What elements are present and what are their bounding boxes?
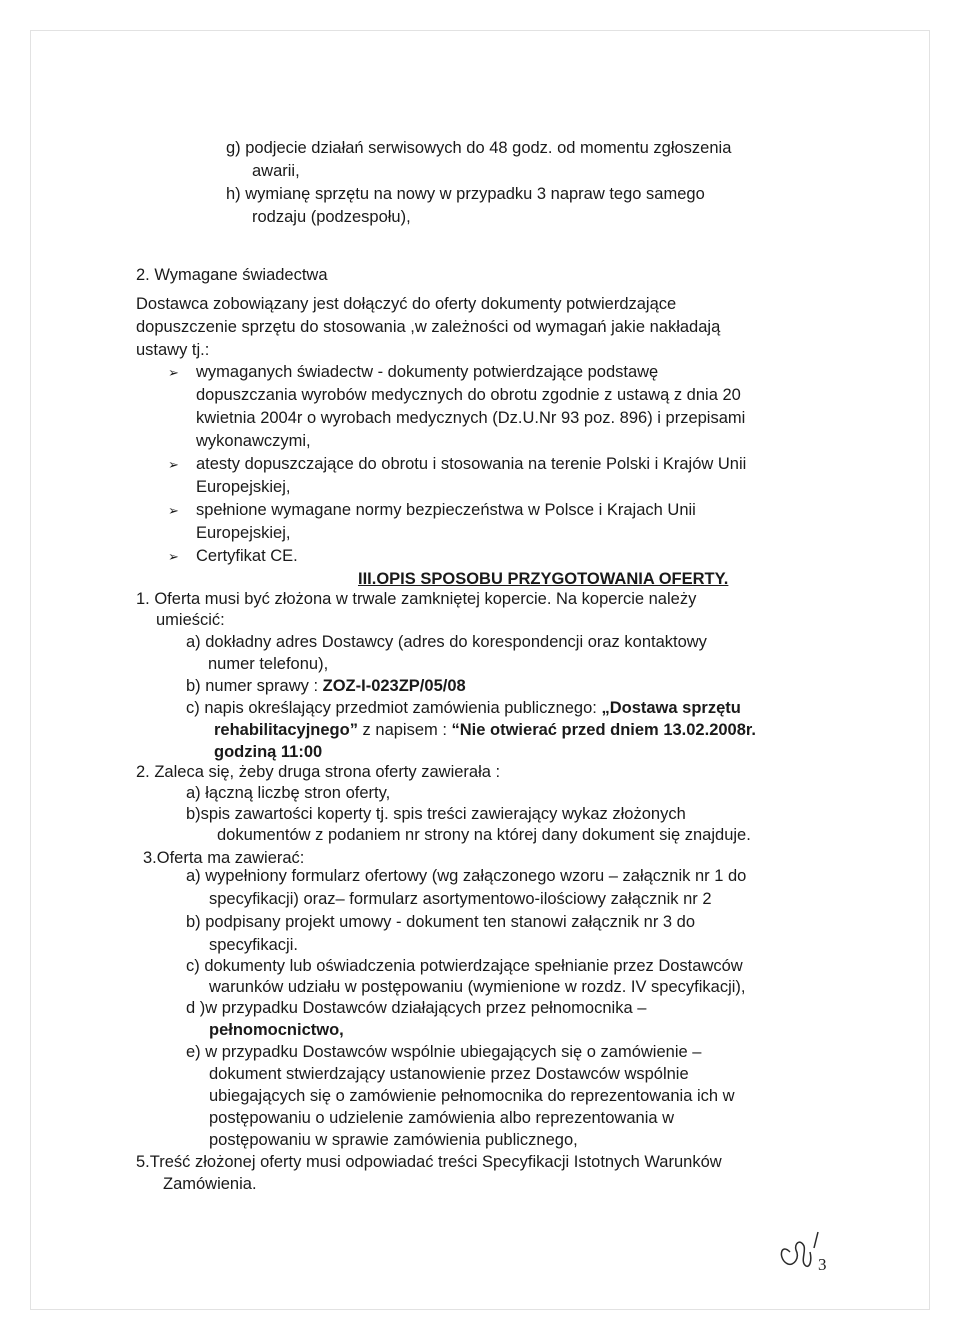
offer-point-3e: e) w przypadku Dostawców wspólnie ubiegających się o zamówienie – — [186, 1043, 702, 1061]
bullet-3-text: spełnione wymagane normy bezpieczeństwa w Polsce i Krajach Unii — [196, 501, 696, 519]
arrow-bullet-icon: ➢ — [168, 365, 179, 380]
service-item-g-cont: awarii, — [252, 162, 300, 180]
service-item-g: g) podjecie działań serwisowych do 48 godz. od momentu zgłoszenia — [226, 139, 732, 157]
offer-point-3b: b) podpisany projekt umowy - dokument ten stanowi załącznik nr 3 do — [186, 913, 696, 931]
offer-point-2a: a) łączną liczbę stron oferty, — [186, 784, 391, 802]
bullet-3-line-2: Europejskiej, — [196, 524, 291, 542]
offer-point-1c-cont — [214, 720, 756, 740]
bullet-2-line-2: Europejskiej, — [196, 478, 291, 496]
offer-point-3b-cont: specyfikacji. — [209, 936, 298, 954]
power-of-attorney: pełnomocnictwo, — [209, 1021, 344, 1039]
offer-point-3e-cont-2: ubiegających się o zamówienie pełnomocnika do reprezentowania ich w — [209, 1087, 735, 1105]
service-item-h: h) wymianę sprzętu na nowy w przypadku 3 napraw tego samego — [226, 185, 705, 203]
offer-point-3e-cont-3: postępowaniu o udzielenie zamówienia albo reprezentowania w — [209, 1109, 675, 1127]
case-number-label: b) numer sprawy : — [186, 677, 323, 695]
offer-point-3e-cont-1: dokument stwierdzający ustanowienie przez Dostawców wspólnie — [209, 1065, 689, 1083]
bullet-4-text: Certyfikat CE. — [196, 547, 298, 565]
opening-hour: godziną 11:00 — [214, 743, 323, 761]
offer-point-1a-cont: numer telefonu), — [208, 655, 329, 673]
offer-point-2b: b)spis zawartości koperty tj. spis treści zawierający wykaz złożonych — [186, 805, 686, 823]
do-not-open-text: “Nie otwierać przed dniem 13.02.2008r. — [451, 721, 756, 739]
offer-point-3c: c) dokumenty lub oświadczenia potwierdzające spełnianie przez Dostawców — [186, 957, 743, 975]
certificates-title: 2. Wymagane świadectwa — [136, 266, 328, 284]
certificates-para-1: Dostawca zobowiązany jest dołączyć do oferty dokumenty potwierdzające — [136, 295, 677, 313]
section-heading: III.OPIS SPOSOBU PRZYGOTOWANIA OFERTY. — [358, 570, 729, 588]
offer-point-3e-cont-4: postępowaniu w sprawie zamówienia publicznego, — [209, 1131, 578, 1149]
arrow-bullet-icon: ➢ — [168, 503, 179, 518]
contract-title: „Dostawa sprzętu — [601, 699, 741, 717]
offer-point-1: 1. Oferta musi być złożona w trwale zamkniętej kopercie. Na kopercie należy — [136, 590, 697, 608]
offer-point-3: 3.Oferta ma zawierać: — [143, 849, 305, 867]
arrow-bullet-icon: ➢ — [168, 457, 179, 472]
bullet-3-line-1 — [168, 500, 696, 521]
certificates-para-3: ustawy tj.: — [136, 341, 210, 359]
bullet-2-text: atesty dopuszczające do obrotu i stosowania na terenie Polski i Krajów Unii — [196, 455, 747, 473]
offer-point-3c-cont: warunków udziału w postępowaniu (wymienione w rozdz. IV specyfikacji), — [209, 978, 746, 996]
bullet-1-text: wymaganych świadectw - dokumenty potwierdzające podstawę — [196, 363, 659, 381]
contract-title-cont: rehabilitacyjnego” — [214, 721, 358, 739]
bullet-1-line-4: wykonawczymi, — [196, 432, 311, 450]
offer-point-3d: d )w przypadku Dostawców działających przez pełnomocnika – — [186, 999, 647, 1017]
offer-point-5-cont: Zamówienia. — [163, 1175, 257, 1193]
offer-point-5: 5.Treść złożonej oferty musi odpowiadać treści Specyfikacji Istotnych Warunków — [136, 1153, 722, 1171]
offer-point-3a-cont: specyfikacji) oraz– formularz asortymentowo-ilościowy załącznik nr 2 — [209, 890, 712, 908]
bullet-2-line-1 — [168, 454, 746, 475]
offer-point-1c — [186, 698, 741, 718]
offer-point-3a: a) wypełniony formularz ofertowy (wg załączonego wzoru – załącznik nr 1 do — [186, 867, 747, 885]
bullet-1-line-1 — [168, 362, 836, 383]
offer-point-2: 2. Zaleca się, żeby druga strona oferty zawierała : — [136, 763, 501, 781]
certificates-para-2: dopuszczenie sprzętu do stosowania ,w zależności od wymagań jakie nakładają — [136, 318, 721, 336]
arrow-bullet-icon: ➢ — [168, 549, 179, 564]
bullet-1-line-3: kwietnia 2004r o wyrobach medycznych (Dz.U.Nr 93 poz. 896) i przepisami — [196, 409, 746, 427]
offer-point-2b-cont: dokumentów z podaniem nr strony na której dany dokument się znajduje. — [217, 826, 751, 844]
offer-point-1b — [186, 676, 466, 696]
inscription-label: z napisem : — [357, 721, 452, 739]
label-text: c) napis określający przedmiot zamówienia publicznego: — [186, 699, 602, 717]
offer-point-1a: a) dokładny adres Dostawcy (adres do korespondencji oraz kontaktowy — [186, 633, 707, 651]
offer-point-1-cont: umieścić: — [156, 611, 225, 629]
page-number: 3 — [818, 1255, 827, 1274]
service-item-h-cont: rodzaju (podzespołu), — [252, 208, 411, 226]
bullet-4-line-1 — [168, 546, 298, 567]
case-number: ZOZ-I-023ZP/05/08 — [322, 677, 466, 695]
bullet-1-line-2: dopuszczania wyrobów medycznych do obrotu zgodnie z ustawą z dnia 20 — [196, 386, 741, 404]
